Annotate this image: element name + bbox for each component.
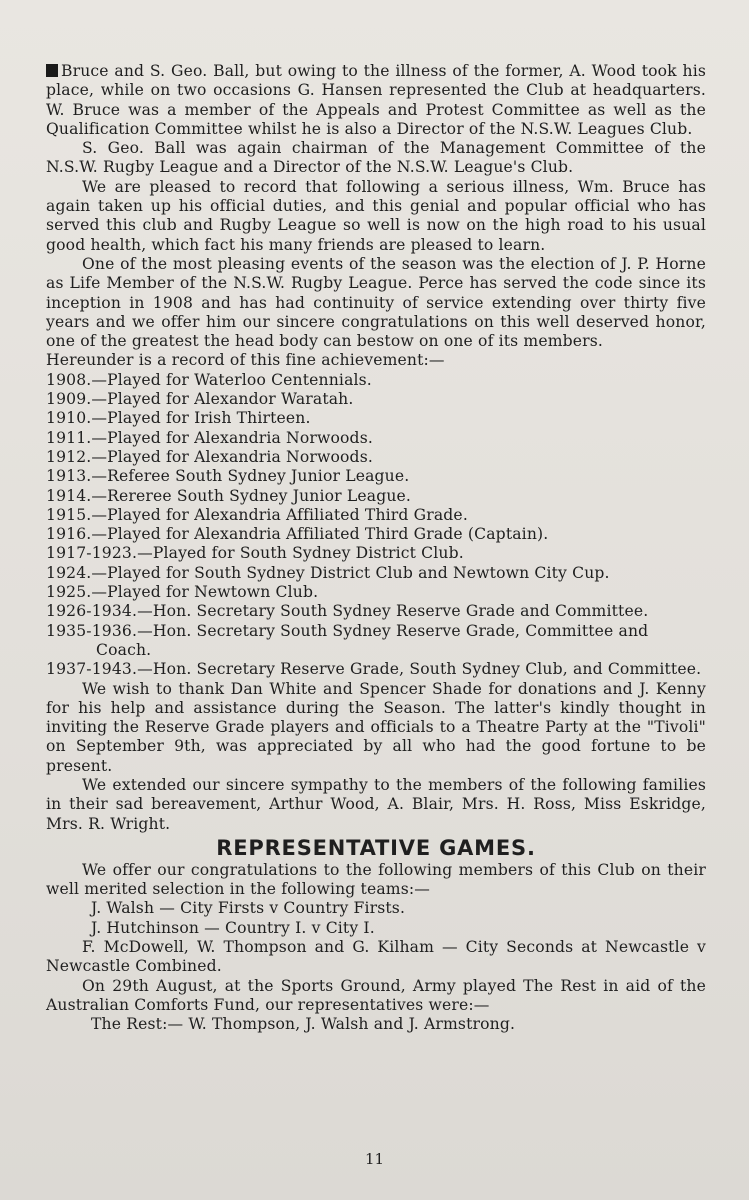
thanks-paragraph: We wish to thank Dan White and Spencer Shade for donations and J. Kenny for his help and assistance during the Season. The latter's kindly thought in inviting the Reserve Grade players and officials to a Theatre Party at the "Tivoli" on September 9th, was appreciated by all who had the good fortune to be present. bbox=[46, 679, 706, 775]
record-item: 1911.—Played for Alexandria Norwoods. bbox=[46, 428, 373, 447]
paragraph-3: We are pleased to record that following a serious illness, Wm. Bruce has again taken up his official duties, and this genial and popular official who has served this club and Rugby League so well is now on the high road to his usual good health, which fact his many friends are pleased to learn. bbox=[46, 177, 706, 254]
paragraph-1-text: Bruce and S. Geo. Ball, but owing to the illness of the former, A. Wood took his place, while on two occasions G. Hansen represented the Club at headquarters. W. Bruce was a member of the Appeals and Protest Committee as well as the Qualification Committee whilst he is also a Director of the N.S.W. Leagues Club. bbox=[46, 62, 706, 138]
paragraph-1 bbox=[46, 62, 706, 139]
rep-paragraph-seconds: F. McDowell, W. Thompson and G. Kilham — City Seconds at Newcastle v Newcastle Combined. bbox=[46, 938, 706, 976]
record-item: 1914.—Rereree South Sydney Junior League. bbox=[46, 486, 412, 505]
ink-blot-mark bbox=[46, 64, 58, 77]
record-item: 1915.—Played for Alexandria Affiliated Third Grade. bbox=[46, 505, 468, 524]
rep-rest-line: The Rest:— W. Thompson, J. Walsh and J. Armstrong. bbox=[91, 1015, 516, 1034]
record-item: 1913.—Referee South Sydney Junior League. bbox=[46, 467, 410, 486]
record-item: 1937-1943.—Hon. Secretary Reserve Grade, South Sydney Club, and Committee. bbox=[46, 660, 702, 679]
record-item: 1925.—Played for Newtown Club. bbox=[46, 583, 319, 602]
record-item: 1924.—Played for South Sydney District Club and Newtown City Cup. bbox=[46, 563, 610, 582]
record-item: 1908.—Played for Waterloo Centennials. bbox=[46, 370, 372, 389]
paragraph-4: One of the most pleasing events of the season was the election of J. P. Horne as Life Member of the N.S.W. Rugby League. Perce has served the code since its inception in 1908 and has had continuity of service extending over thirty five years and we offer him our sincere congratulations on this well deserved honor, one of the greatest the head body can bestow on one of its members. bbox=[46, 254, 706, 351]
record-item: 1909.—Played for Alexandor Waratah. bbox=[46, 390, 354, 409]
record-item: 1926-1934.—Hon. Secretary South Sydney Reserve Grade and Committee. bbox=[46, 602, 649, 621]
section-heading: REPRESENTATIVE GAMES. bbox=[216, 835, 536, 860]
record-item: 1916.—Played for Alexandria Affiliated Third Grade (Captain). bbox=[46, 525, 549, 544]
sympathy-paragraph: We extended our sincere sympathy to the members of the following families in their sad bereavement, Arthur Wood, A. Blair, Mrs. H. Ross, Miss Eskridge, Mrs. R. Wright. bbox=[46, 775, 706, 833]
page-number: 11 bbox=[364, 1150, 385, 1168]
record-item: 1910.—Played for Irish Thirteen. bbox=[46, 409, 311, 428]
record-intro: Hereunder is a record of this fine achievement:— bbox=[46, 351, 445, 370]
record-item: 1935-1936.—Hon. Secretary South Sydney Reserve Grade, Committee and Coach. bbox=[46, 621, 649, 659]
achievement-record-list bbox=[46, 371, 706, 680]
record-item: 1912.—Played for Alexandria Norwoods. bbox=[46, 447, 373, 466]
record-item: 1917-1923.—Played for South Sydney District Club. bbox=[46, 544, 464, 563]
page-body bbox=[46, 62, 706, 1035]
rep-intro-paragraph: We offer our congratulations to the following members of this Club on their well merited selection in the following teams:— bbox=[46, 860, 706, 899]
paragraph-2: S. Geo. Ball was again chairman of the Management Committee of the N.S.W. Rugby League and a Director of the N.S.W. League's Club. bbox=[46, 139, 706, 177]
rep-paragraph-army: On 29th August, at the Sports Ground, Army played The Rest in aid of the Australian Comforts Fund, our representatives were:— bbox=[46, 976, 706, 1014]
team-selection-line: J. Walsh — City Firsts v Country Firsts. bbox=[91, 899, 406, 918]
team-selection-line: J. Hutchinson — Country I. v City I. bbox=[91, 918, 375, 937]
